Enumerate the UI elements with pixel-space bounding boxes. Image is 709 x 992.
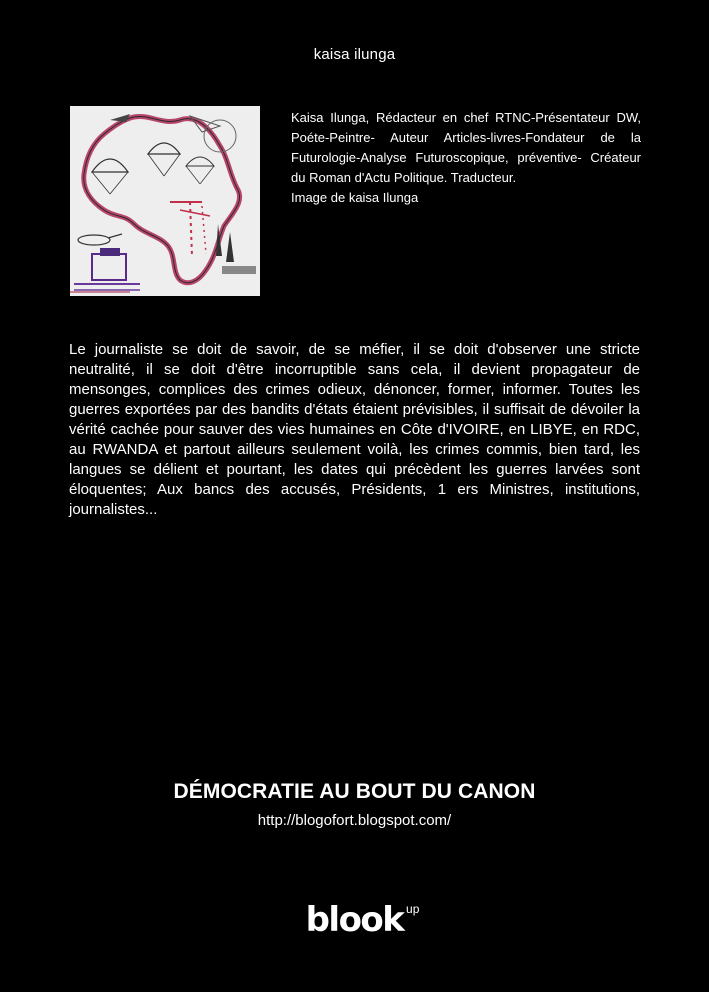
author-name: kaisa ilunga xyxy=(313,46,396,63)
book-url-link[interactable]: http://blogofort.blogspot.com/ xyxy=(257,812,452,829)
logo-wordmark: blook xyxy=(305,900,404,940)
book-summary: Le journaliste se doit de savoir, de se méfier, il se doit d'observer une stricte neutralité, il se doit d'être incorruptible sans cela, il devient propagateur de mensonges, complices des crimes odieux, dénoncer, former, informer. Toutes les guerres exportées par des bandits d'états étaient prévisibles, il suffisait de dévoiler la vérité cachée pour sauver des vies humaines en Côte d'IVOIRE, en LIBYE, en RDC, au RWANDA et partout ailleurs seulement voilà, les crimes commis, bien tard, les langues se délient et pourtant, les dates qui précèdent les guerres larvées sont éloquentes; Aux bancs des accusés, Présidents, 1 ers Ministres, institutions, journalistes... xyxy=(69,341,640,518)
publisher-logo xyxy=(0,900,709,940)
author-bio xyxy=(291,108,641,208)
image-credit: Image de kaisa Ilunga xyxy=(291,190,419,205)
bio-text: Kaisa Ilunga, Rédacteur en chef RTNC-Présentateur DW, Poéte-Peintre- Auteur Articles-livres-Fondateur de la Futurologie-Analyse Futuroscopique, préventive- Créateur du Roman d'Actu Politique. Traducteur. xyxy=(291,110,641,185)
logo-superscript: up xyxy=(406,902,420,916)
cover-illustration xyxy=(70,106,260,296)
book-title: DÉMOCRATIE AU BOUT DU CANON xyxy=(173,780,536,803)
